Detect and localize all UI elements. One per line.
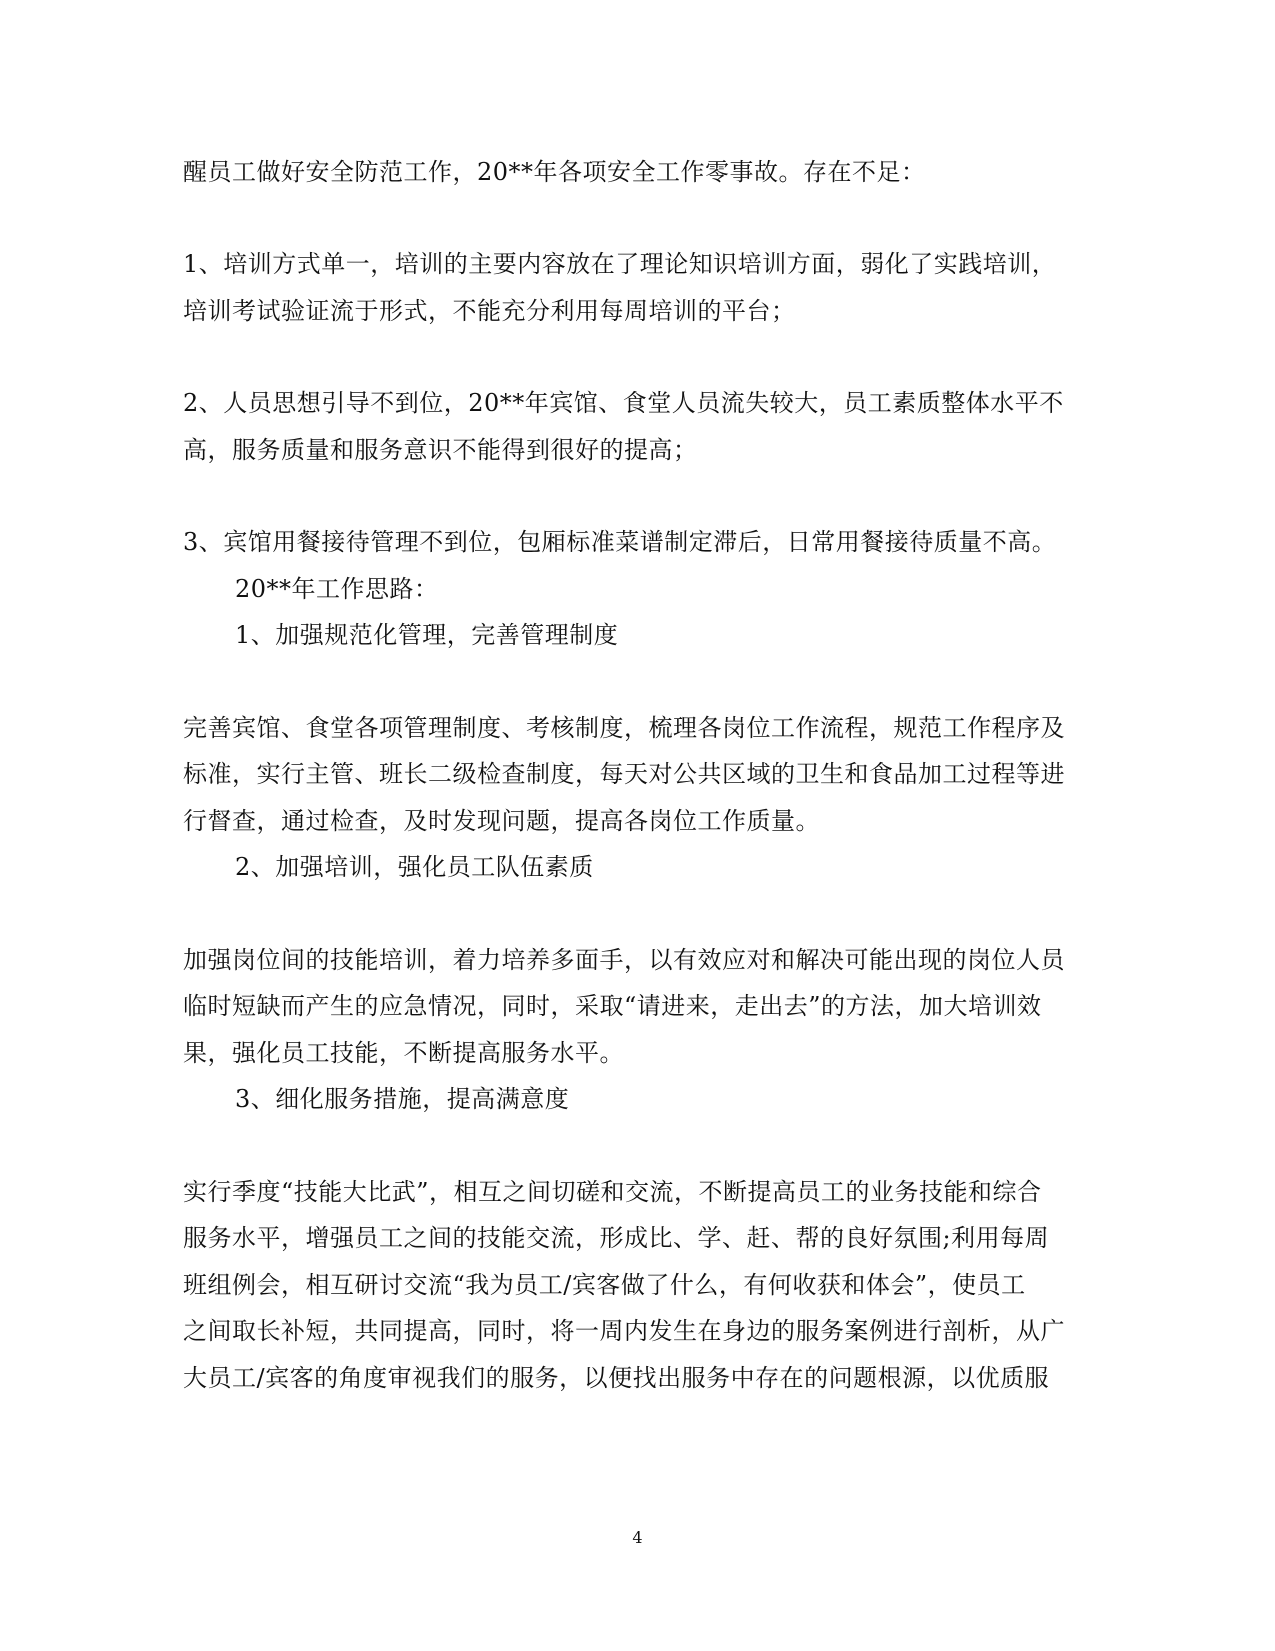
text-line: 大员工/宾客的角度审视我们的服务，以便找出服务中存在的问题根源，以优质服 [183, 1364, 1050, 1392]
text-line: 培训考试验证流于形式，不能充分利用每周培训的平台； [183, 297, 796, 325]
section-heading: 3、细化服务措施，提高满意度 [235, 1085, 570, 1113]
text-line: 临时短缺而产生的应急情况，同时，采取“请进来，走出去”的方法，加大培训效 [183, 992, 1042, 1020]
text-line: 行督查，通过检查，及时发现问题，提高各岗位工作质量。 [183, 807, 820, 835]
text-line: 高，服务质量和服务意识不能得到很好的提高； [183, 436, 698, 464]
text-line: 服务水平，增强员工之间的技能交流，形成比、学、赶、帮的良好氛围;利用每周 [183, 1224, 1050, 1252]
text-line: 3、宾馆用餐接待管理不到位，包厢标准菜谱制定滞后，日常用餐接待质量不高。 [183, 528, 1057, 556]
text-line: 标准，实行主管、班长二级检查制度，每天对公共区域的卫生和食品加工过程等进 [183, 760, 1065, 788]
section-heading: 20**年工作思路： [235, 575, 439, 603]
text-line: 之间取长补短，共同提高，同时，将一周内发生在身边的服务案例进行剖析，从广 [183, 1317, 1065, 1345]
text-line: 加强岗位间的技能培训，着力培养多面手，以有效应对和解决可能出现的岗位人员 [183, 946, 1065, 974]
text-line: 果，强化员工技能，不断提高服务水平。 [183, 1039, 624, 1067]
section-heading: 2、加强培训，强化员工队伍素质 [235, 853, 594, 881]
text-line: 醒员工做好安全防范工作，20**年各项安全工作零事故。存在不足： [183, 158, 926, 186]
text-line: 2、人员思想引导不到位，20**年宾馆、食堂人员流失较大，员工素质整体水平不 [183, 389, 1064, 417]
text-line: 完善宾馆、食堂各项管理制度、考核制度，梳理各岗位工作流程，规范工作程序及 [183, 714, 1065, 742]
section-heading: 1、加强规范化管理，完善管理制度 [235, 621, 619, 649]
text-line: 班组例会，相互研讨交流“我为员工/宾客做了什么，有何收获和体会”，使员工 [183, 1271, 1026, 1299]
text-line: 实行季度“技能大比武”，相互之间切磋和交流，不断提高员工的业务技能和综合 [183, 1178, 1042, 1206]
text-line: 1、培训方式单一，培训的主要内容放在了理论知识培训方面，弱化了实践培训， [183, 250, 1057, 278]
page-number: 4 [632, 1528, 643, 1547]
